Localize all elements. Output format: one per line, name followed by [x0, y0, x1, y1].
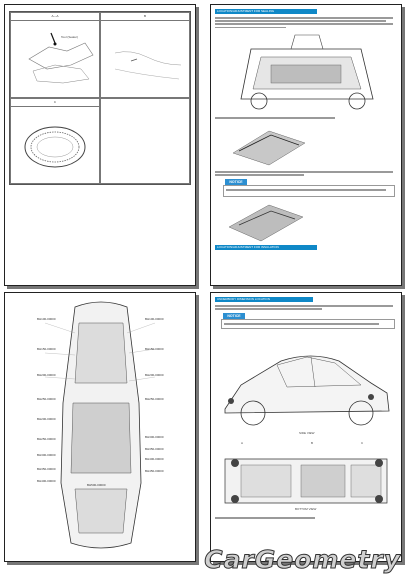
label-left-1: BH100-00000: [37, 317, 56, 321]
bottom-view-diagram: [211, 439, 401, 513]
document-page-2: [210, 4, 402, 286]
view-b-label: B: [311, 441, 314, 445]
p4-legend-lines: [215, 517, 315, 520]
cell-a-header: A—A: [11, 13, 99, 21]
label-left-6: BH250-00000: [37, 437, 56, 441]
section-title-insulation: LOCATION/ADJUSTMENT FOR INSULATION: [215, 245, 317, 250]
cell-empty: [100, 98, 190, 184]
label-left-8: BH350-00000: [37, 467, 56, 471]
cell-b: [100, 12, 190, 98]
section-title-sealing: LOCATION/ADJUSTMENT FOR SEALING: [215, 9, 317, 14]
label-left-2: BH150-00000: [37, 347, 56, 351]
underbody-sealing-diagram: [211, 29, 401, 119]
step-text-1: [215, 117, 335, 120]
label-left-9: BH400-00000: [37, 479, 56, 483]
cell-b-header: B: [101, 13, 189, 21]
step-text-2: [215, 171, 393, 177]
notice-box-p4: [221, 319, 395, 329]
bottom-view-label: BOTTOM VIEW: [295, 507, 317, 511]
view-a-label: A: [241, 441, 244, 445]
label-left-7: BH300-00000: [37, 453, 56, 457]
roof-panel-diagram: [11, 99, 101, 185]
illustration-table: [9, 11, 191, 185]
label-right-7: BH400-00000: [145, 457, 164, 461]
side-view-label: SIDE VIEW: [299, 431, 315, 435]
p4-intro-lines: [215, 305, 393, 311]
label-right-4: BH250-00000: [145, 397, 164, 401]
sealer-photo-1: [229, 123, 309, 167]
panel-diagram-b: [101, 13, 191, 99]
label-right-1: BH100-00000: [145, 317, 164, 321]
label-left-3: BH200-00000: [37, 373, 56, 377]
cell-c-header: C: [11, 99, 99, 107]
view-c-label: C: [361, 441, 364, 445]
site-watermark: CarGeometry: [204, 545, 401, 574]
label-right-3: BH200-00000: [145, 373, 164, 377]
tool-label: Tool (Sealer): [61, 35, 79, 39]
label-bottom: BH500-00000: [87, 483, 106, 487]
document-page-3: [4, 292, 196, 562]
label-left-4: BH250-00000: [37, 397, 56, 401]
cell-a: [10, 12, 100, 98]
section-title-underbody: UNDERBODY DIMENSION LOCATION: [215, 297, 313, 302]
label-right-6: BH350-00000: [145, 447, 164, 451]
notice-label-p4: NOTICE: [223, 313, 245, 319]
label-left-5: BH200-00000: [37, 417, 56, 421]
sealer-gun-diagram: [11, 13, 101, 99]
label-right-8: BH450-00000: [145, 469, 164, 473]
document-page-1: [4, 4, 196, 286]
label-right-2: BH150-00000: [145, 347, 164, 351]
cell-c: [10, 98, 100, 184]
notice-box-p2: [223, 185, 395, 197]
vehicle-top-view-diagram: [5, 293, 195, 561]
sealer-photo-2: [225, 199, 305, 243]
intro-text-lines: [215, 17, 393, 30]
document-page-4: [210, 292, 402, 562]
label-right-5: BH300-00000: [145, 435, 164, 439]
notice-label-p2: NOTICE: [225, 179, 247, 185]
side-view-diagram: [211, 331, 401, 441]
